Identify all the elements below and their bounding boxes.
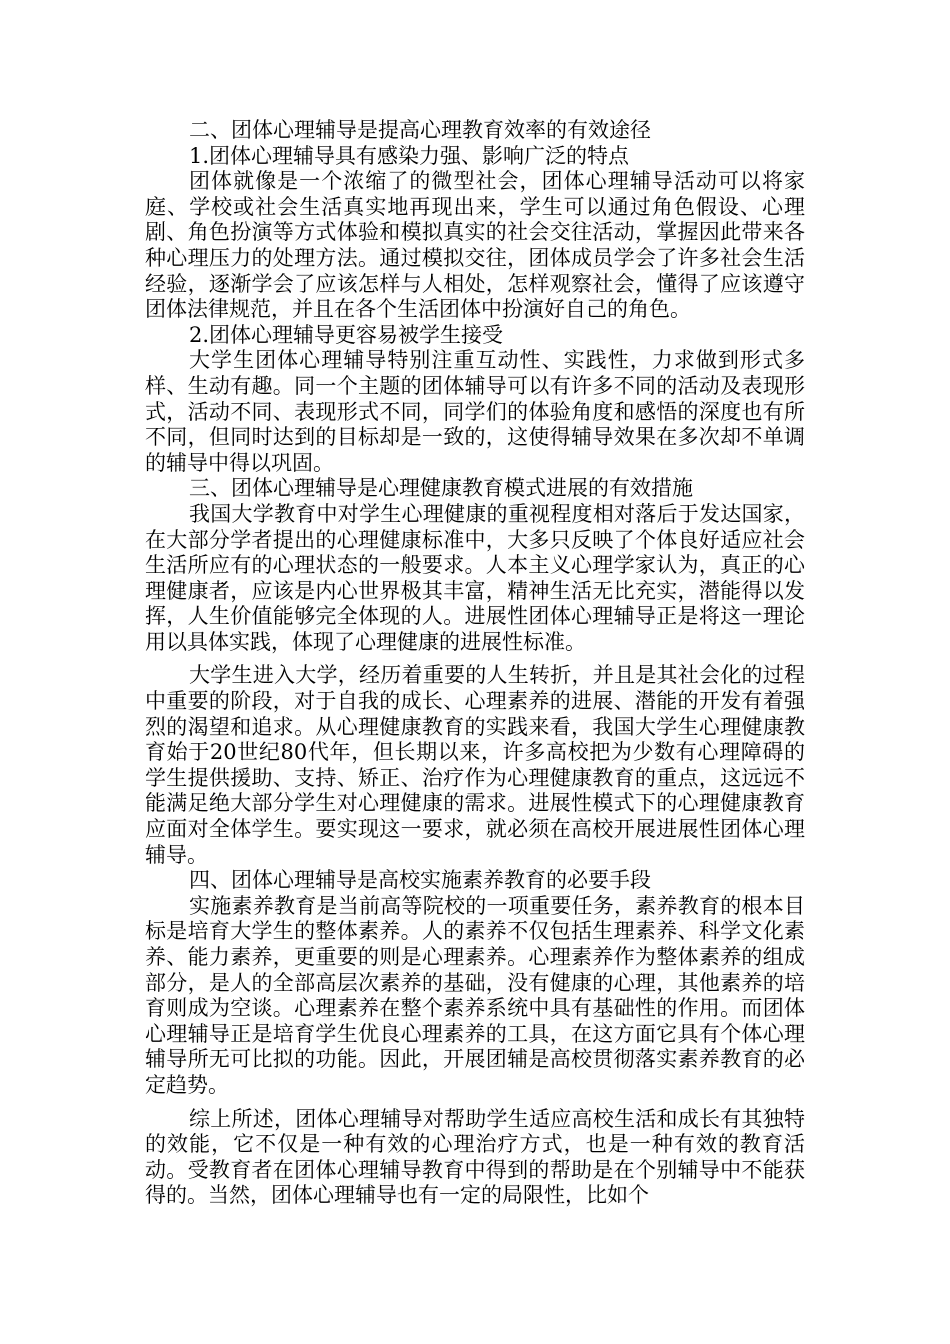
- subheading-2-1: 1.团体心理辅导具有感染力强、影响广泛的特点: [189, 143, 630, 168]
- subheading-2-2: 2.团体心理辅导更容易被学生接受: [189, 322, 504, 347]
- paragraph: 大学生进入大学，经历着重要的人生转折，并且是其社会化的过程中重要的阶段，对于自我的成长、心理素养的进展、潜能的开发有着强烈的渴望和追求。从心理健康教育的实践来看，我国大学生心理健康教育始于20世纪80代年，但长期以来，许多高校把为少数有心理障碍的学生提供援助、支持、矫正、治疗作为心理健康教育的重点，这远远不能满足绝大部分学生对心理健康的需求。进展性模式下的心理健康教育应面对全体学生。要实现这一要求，就必须在高校开展进展性团体心理辅导。: [145, 663, 805, 867]
- section-heading-2: 二、团体心理辅导是提高心理教育效率的有效途径: [189, 118, 651, 142]
- section-heading-3: 三、团体心理辅导是心理健康教育模式进展的有效措施: [189, 476, 693, 501]
- paragraph: 大学生团体心理辅导特别注重互动性、实践性，力求做到形式多样、生动有趣。同一个主题的团体辅导可以有许多不同的活动及表现形式，活动不同、表现形式不同，同学们的体验角度和感悟的深度也有所不同，但同时达到的目标却是一致的，这使得辅导效果在多次却不单调的辅导中得以巩固。: [145, 348, 805, 475]
- paragraph: 我国大学教育中对学生心理健康的重视程度相对落后于发达国家，在大部分学者提出的心理健康标准中，大多只反映了个体良好适应社会生活所应有的心理状态的一般要求。人本主义心理学家认为，真正的心理健康者，应该是内心世界极其丰富，精神生活无比充实，潜能得以发挥，人生价值能够完全体现的人。进展性团体心理辅导正是将这一理论用以具体实践，体现了心理健康的进展性标准。: [145, 501, 805, 654]
- document-body: [145, 118, 805, 1209]
- section-heading-4: 四、团体心理辅导是高校实施素养教育的必要手段: [189, 868, 651, 893]
- paragraph: 综上所述，团体心理辅导对帮助学生适应高校生活和成长有其独特的效能，它不仅是一种有效的心理治疗方式，也是一种有效的教育活动。受教育者在团体心理辅导教育中得到的帮助是在个别辅导中不能获得的。当然，团体心理辅导也有一定的局限性，比如个: [145, 1106, 805, 1208]
- paragraph: 团体就像是一个浓缩了的微型社会，团体心理辅导活动可以将家庭、学校或社会生活真实地再现出来，学生可以通过角色假设、心理剧、角色扮演等方式体验和模拟真实的社会交往活动，掌握因此带来各种心理压力的处理方法。通过模拟交往，团体成员学会了许多社会生活经验，逐渐学会了应该怎样与人相处，怎样观察社会，懂得了应该遵守团体法律规范，并且在各个生活团体中扮演好自己的角色。: [145, 169, 805, 322]
- paragraph: 实施素养教育是当前高等院校的一项重要任务，素养教育的根本目标是培育大学生的整体素养。人的素养不仅包括生理素养、科学文化素养、能力素养，更重要的则是心理素养。心理素养作为整体素养的组成部分，是人的全部高层次素养的基础，没有健康的心理，其他素养的培育则成为空谈。心理素养在整个素养系统中具有基础性的作用。而团体心理辅导正是培育学生优良心理素养的工具，在这方面它具有个体心理辅导所无可比拟的功能。因此，开展团辅是高校贯彻落实素养教育的必定趋势。: [145, 893, 805, 1097]
